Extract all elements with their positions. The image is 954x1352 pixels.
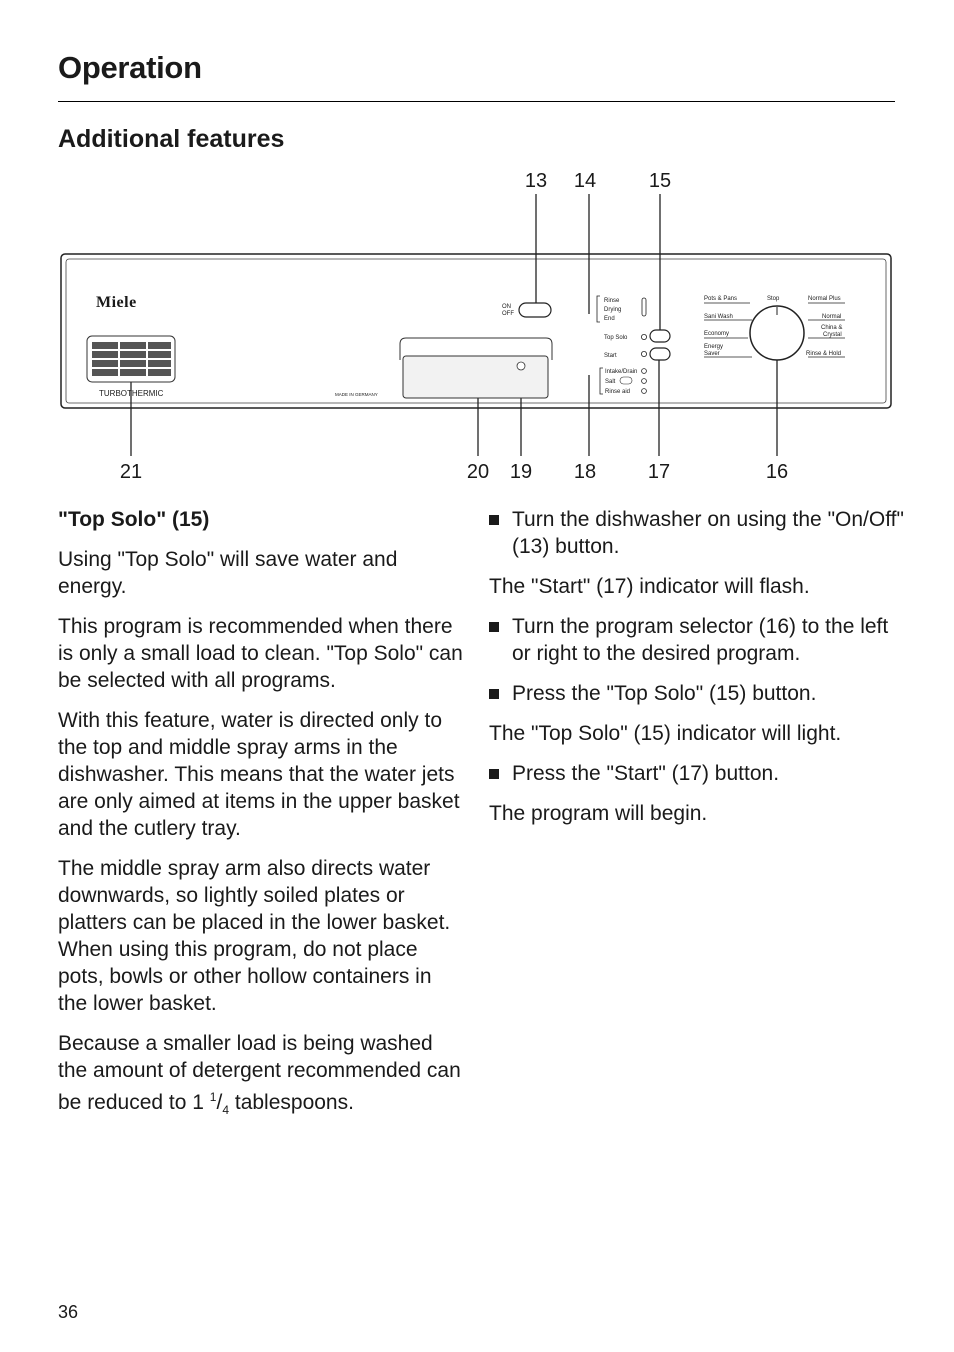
intake-drain-label: Intake/Drain [605, 369, 638, 375]
program-crystal: Crystal [823, 332, 842, 338]
program-economy: Economy [704, 331, 730, 337]
callout-14: 14 [573, 170, 597, 192]
off-label: OFF [502, 311, 514, 317]
stop-label: Stop [767, 296, 780, 302]
program-sani-wash: Sani Wash [704, 314, 733, 320]
handle-indicator [517, 362, 525, 370]
callout-17: 17 [647, 461, 671, 483]
salt-label: Salt [605, 379, 616, 385]
paragraph: With this feature, water is directed only to the top and middle spray arms in the dishwasher. This means that the water jets are only aimed at items in the upper basket and the cutlery tray. [58, 709, 460, 840]
progress-indicator [642, 298, 646, 316]
program-china-crystal: China & [821, 325, 843, 331]
program-rinse-hold: Rinse & Hold [806, 351, 842, 357]
program-normal: Normal [822, 314, 842, 320]
callout-13: 13 [524, 170, 548, 192]
turbothermic-label: TURBOTHERMIC [99, 389, 164, 398]
list-item: Turn the program selector (16) to the left or right to the desired program. [489, 613, 909, 667]
salt-led [642, 379, 647, 384]
program-saver: Saver [704, 351, 720, 357]
paragraph: The "Start" (17) indicator will flash. [489, 575, 810, 598]
program-normal-plus: Normal Plus [808, 296, 841, 302]
paragraph: This program is recommended when there is only a small load to clean. "Top Solo" can be selected with all programs. [58, 615, 463, 692]
drying-label: Drying [604, 307, 622, 313]
made-in-label: MADE IN GERMANY [335, 392, 378, 397]
start-led [641, 351, 646, 356]
page-title: Operation [58, 50, 202, 85]
paragraph-detergent: Because a smaller load is being washed the amount of detergent recommended can be reduced to 1 $^1/_4$ tablespoons. [58, 1032, 461, 1118]
start-label: Start [604, 353, 617, 359]
callout-19: 19 [509, 461, 533, 483]
paragraph: Using "Top Solo" will save water and energy. [58, 548, 398, 598]
rinse-aid-led [642, 389, 647, 394]
callout-16: 16 [765, 461, 789, 483]
intake-drain-led [642, 369, 647, 374]
paragraph: The program will begin. [489, 802, 708, 825]
bullet-icon [489, 622, 499, 632]
end-label: End [604, 316, 615, 322]
top-solo-button[interactable] [650, 330, 670, 342]
section-title: Additional features [58, 125, 285, 153]
miele-logo: Miele [96, 294, 137, 311]
left-column [58, 506, 463, 1137]
fraction-numerator: 1 [209, 1090, 217, 1104]
paragraph: The middle spray arm also directs water downwards, so lightly soiled plates or platters can be placed in the lower basket. [58, 857, 451, 934]
on-off-button[interactable] [519, 303, 551, 317]
start-button[interactable] [650, 348, 670, 360]
program-pots-pans: Pots & Pans [704, 296, 738, 302]
salt-symbol [620, 377, 632, 384]
page-number: 36 [58, 1302, 79, 1322]
rinse-label: Rinse [604, 298, 620, 304]
top-solo-led [641, 334, 646, 339]
list-item: Press the "Start" (17) button. [489, 760, 909, 787]
title-rule [58, 101, 895, 102]
top-solo-label: Top Solo [604, 335, 628, 341]
control-panel-diagram [0, 160, 954, 490]
callout-15: 15 [648, 170, 672, 192]
callout-18: 18 [573, 461, 597, 483]
callout-20: 20 [466, 461, 490, 483]
list-item: Turn the dishwasher on using the "On/Off" (13) button. [489, 506, 909, 560]
paragraph: When using this program, do not place pots, bowls or other hollow containers in the lower basket. [58, 938, 432, 1015]
bullet-icon [489, 515, 499, 525]
rinse-aid-label: Rinse aid [605, 389, 631, 395]
top-solo-heading: "Top Solo" (15) [58, 508, 210, 531]
handle-recess [403, 356, 548, 398]
list-item: Press the "Top Solo" (15) button. [489, 680, 909, 707]
right-column [489, 506, 909, 840]
bullet-icon [489, 769, 499, 779]
callout-21: 21 [119, 461, 143, 483]
program-energy: Energy [704, 344, 724, 350]
fraction-denominator: 4 [222, 1103, 230, 1118]
paragraph: The "Top Solo" (15) indicator will light. [489, 722, 842, 745]
on-label: ON [502, 304, 511, 310]
bullet-icon [489, 689, 499, 699]
